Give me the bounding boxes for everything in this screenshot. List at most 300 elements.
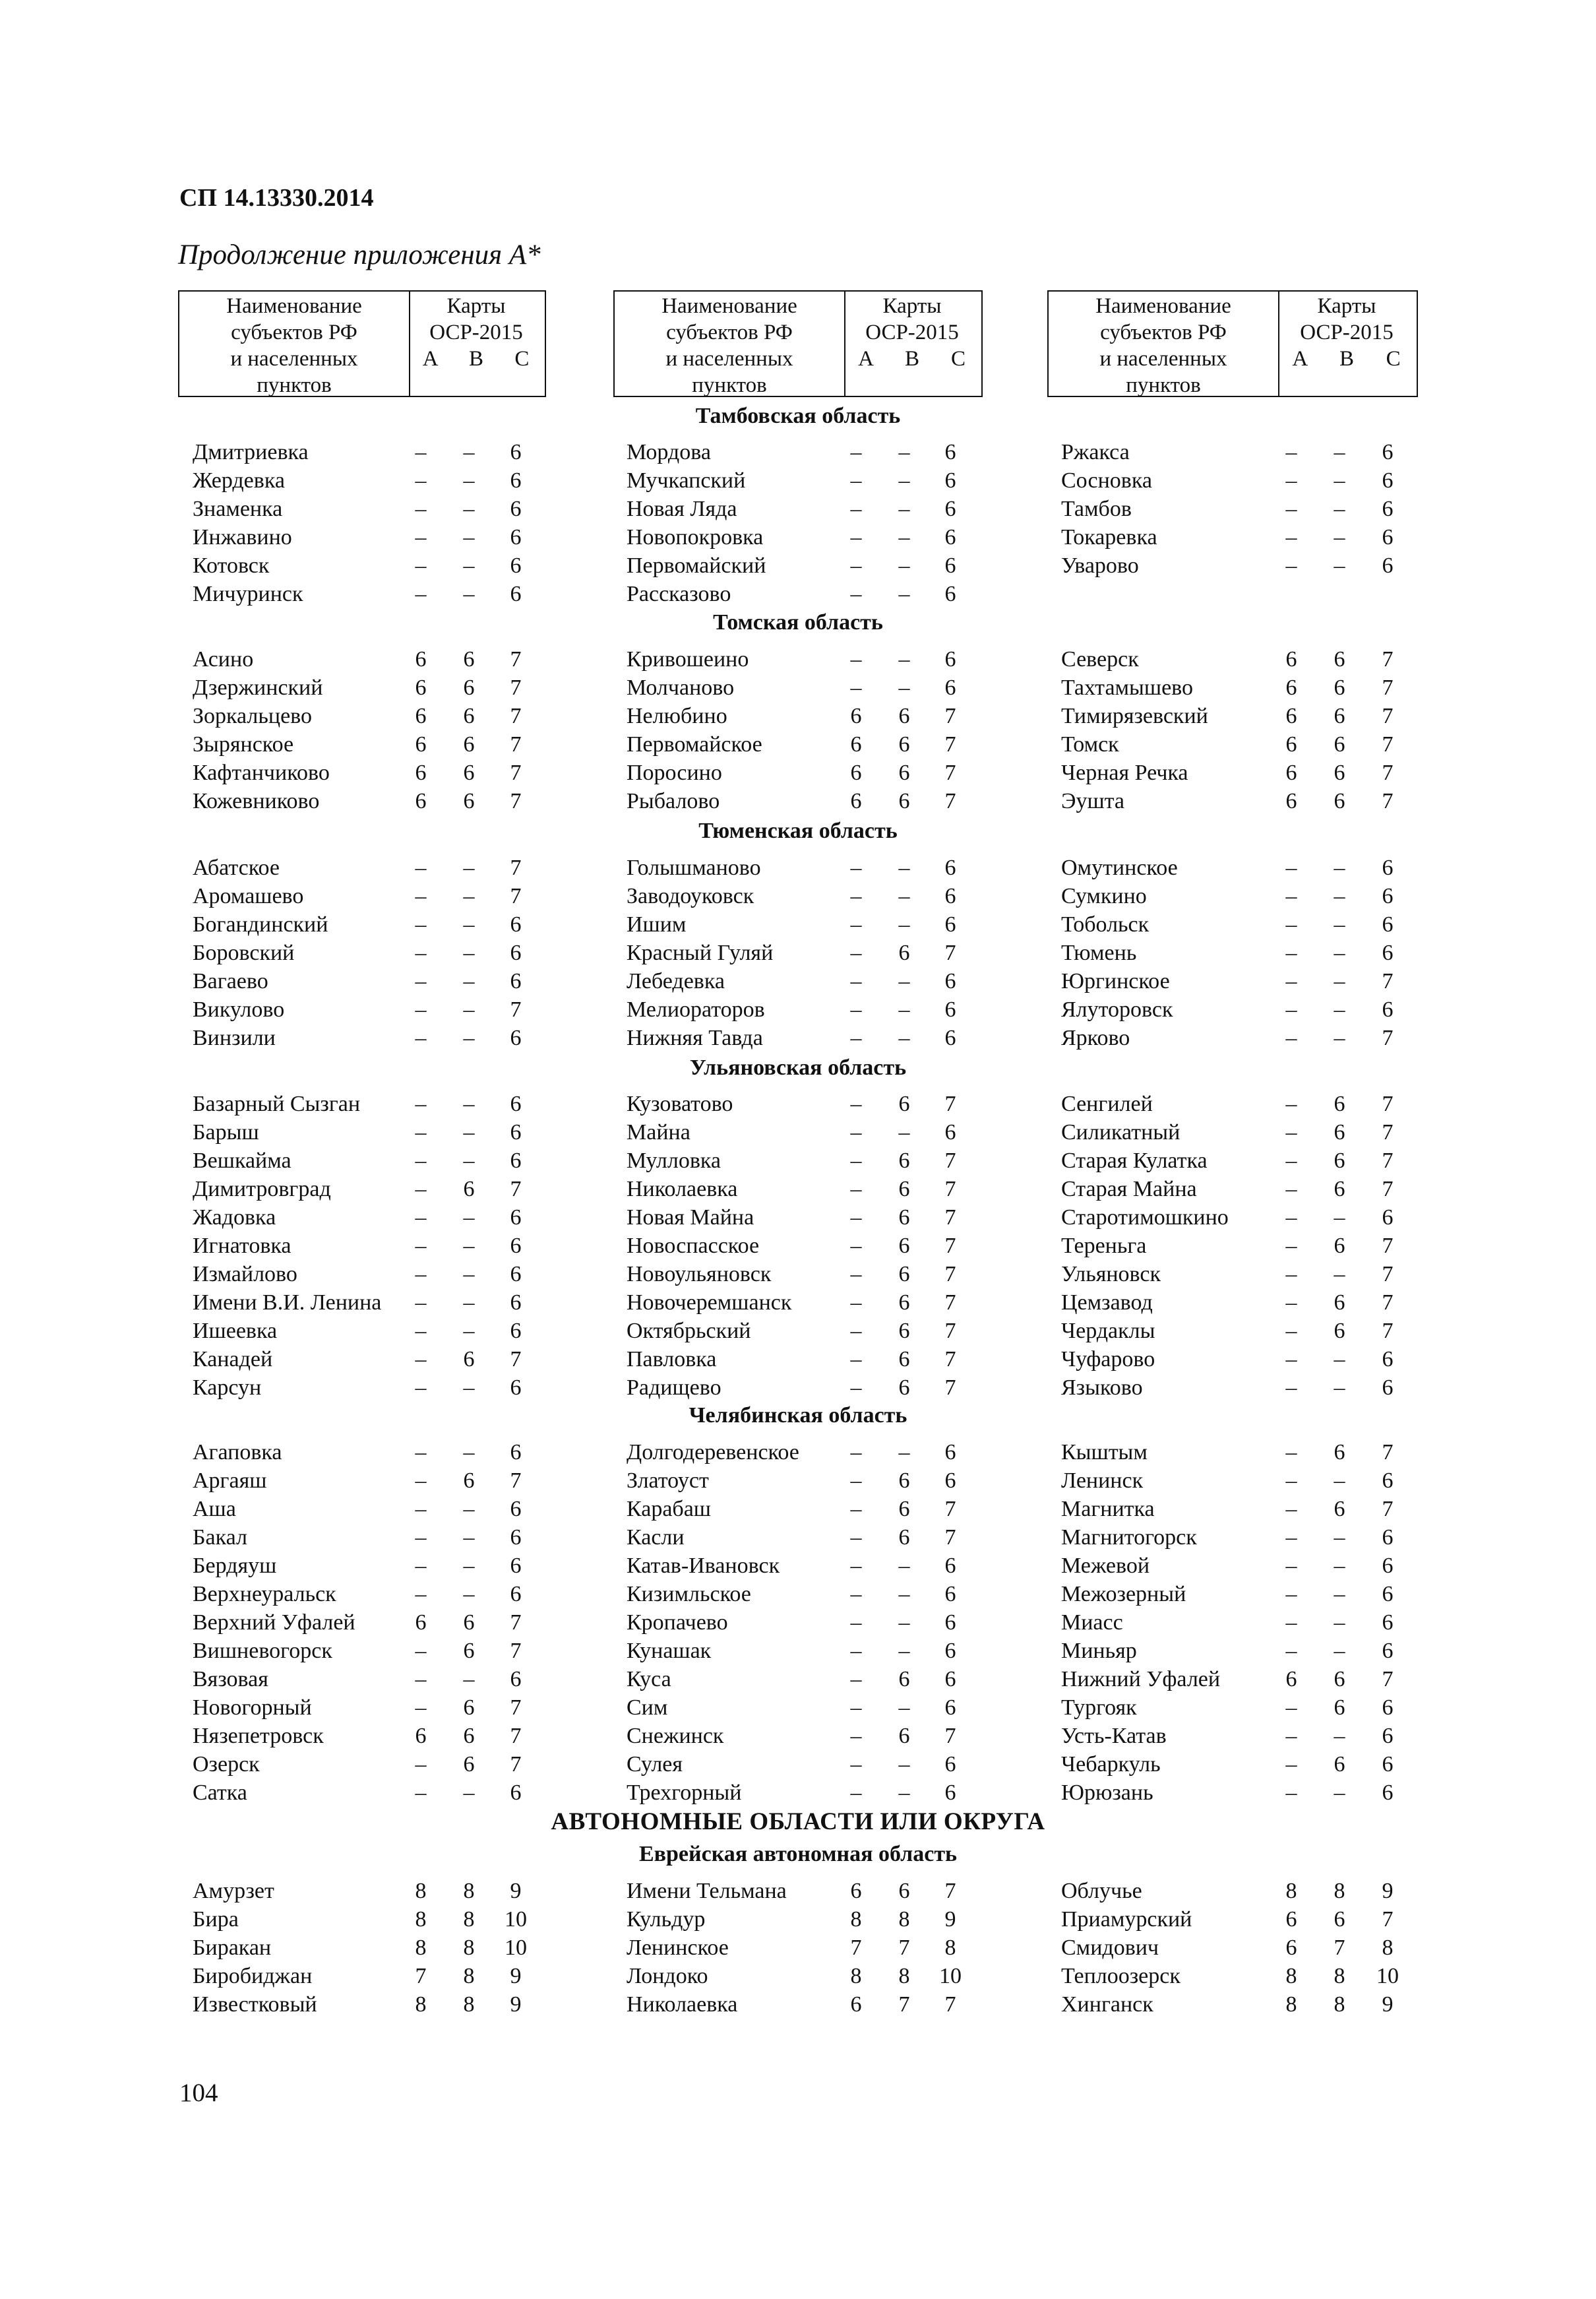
map-b-value: – [898,969,910,993]
map-c-value: 6 [510,1497,522,1521]
settlement-name: Вязовая [193,1667,268,1691]
map-a-value: – [415,1468,427,1493]
map-a-value: – [850,1120,862,1145]
settlement-name: Канадей [193,1347,273,1371]
map-a-value: – [415,1440,427,1464]
map-c-value: 7 [944,1262,956,1286]
settlement-name: Вешкайма [193,1149,292,1173]
map-c-value: 6 [510,497,522,521]
map-b-value: – [898,468,910,493]
region-title: Челябинская область [689,1403,907,1428]
map-c-value: 7 [1382,1907,1394,1932]
settlement-name: Языково [1061,1375,1143,1400]
map-c-value: 7 [1382,1234,1394,1258]
map-c-value: 7 [1382,1120,1394,1145]
map-b-value: 6 [898,1319,910,1343]
header-name-line: пунктов [692,373,767,397]
map-c-value: 7 [1382,1440,1394,1464]
settlement-name: Асино [193,647,254,672]
map-c-value: 7 [944,1992,956,2017]
map-c-value: 7 [1382,1026,1394,1050]
map-a-value: – [1285,1262,1297,1286]
settlement-name: Уварово [1061,553,1139,578]
map-b-value: 6 [1334,676,1345,700]
map-c-value: 10 [505,1907,527,1932]
map-a-value: – [415,497,427,521]
settlement-name: Жердевка [193,468,285,493]
map-c-value: 7 [510,732,522,757]
settlement-name: Межевой [1061,1554,1150,1578]
map-a-value: – [415,1582,427,1606]
map-a-value: – [850,676,862,700]
map-b-value: 6 [898,789,910,813]
map-a-value: – [415,440,427,464]
map-b-value: 8 [1334,1964,1345,1988]
map-a-value: – [1285,1026,1297,1050]
map-c-value: 7 [510,1724,522,1748]
map-b-value: 6 [898,1879,910,1903]
appendix-subtitle: Продолжение приложения А* [178,239,541,270]
map-c-value: 7 [510,704,522,728]
map-c-value: 6 [944,1026,956,1050]
map-b-value: – [463,1525,475,1550]
header-map-letter: B [904,347,919,371]
map-c-value: 6 [1382,1639,1394,1663]
map-a-value: 8 [1285,1964,1297,1988]
map-a-value: 6 [1285,1936,1297,1960]
map-b-value: – [1334,1610,1345,1635]
settlement-name: Старая Майна [1061,1177,1197,1201]
map-c-value: 6 [1382,1525,1394,1550]
map-b-value: – [463,1234,475,1258]
map-c-value: 6 [1382,1468,1394,1493]
map-a-value: 6 [415,704,427,728]
map-a-value: 8 [1285,1879,1297,1903]
map-b-value: 6 [898,1497,910,1521]
map-c-value: 6 [510,1440,522,1464]
settlement-name: Зырянское [193,732,294,757]
map-c-value: 6 [510,1667,522,1691]
map-c-value: 7 [510,1177,522,1201]
settlement-name: Амурзет [193,1879,274,1903]
map-c-value: 7 [1382,1667,1394,1691]
map-a-value: 6 [415,789,427,813]
settlement-name: Мучкапский [627,468,746,493]
header-maps-cell [843,292,981,396]
map-a-value: 8 [415,1992,427,2017]
map-c-value: 6 [510,969,522,993]
map-a-value: 8 [850,1907,862,1932]
map-b-value: 6 [898,1262,910,1286]
map-a-value: 6 [415,732,427,757]
map-b-value: 6 [463,1724,475,1748]
map-a-value: 6 [850,732,862,757]
map-b-value: 7 [1334,1936,1345,1960]
settlement-name: Тамбов [1061,497,1132,521]
map-a-value: – [850,1262,862,1286]
map-b-value: – [463,468,475,493]
map-a-value: 6 [1285,732,1297,757]
map-c-value: 7 [944,1205,956,1230]
settlement-name: Ишим [627,912,687,937]
map-c-value: 7 [944,1525,956,1550]
map-a-value: – [850,1319,862,1343]
map-a-value: 7 [850,1936,862,1960]
map-c-value: 7 [1382,704,1394,728]
map-c-value: 7 [510,1639,522,1663]
map-c-value: 7 [510,676,522,700]
settlement-name: Бира [193,1907,239,1932]
map-b-value: 6 [1334,1290,1345,1315]
map-c-value: 6 [944,440,956,464]
map-a-value: – [1285,1639,1297,1663]
map-a-value: – [1285,1525,1297,1550]
map-a-value: – [850,468,862,493]
map-c-value: 6 [1382,440,1394,464]
map-a-value: 6 [850,1992,862,2017]
settlement-name: Радищево [627,1375,721,1400]
map-c-value: 7 [1382,1290,1394,1315]
settlement-name: Дмитриевка [193,440,309,464]
map-a-value: 6 [1285,789,1297,813]
map-c-value: 9 [510,1879,522,1903]
map-a-value: – [415,1149,427,1173]
map-a-value: 8 [850,1964,862,1988]
map-a-value: – [1285,1554,1297,1578]
settlement-name: Долгодеревенское [627,1440,799,1464]
map-c-value: 7 [944,1879,956,1903]
map-a-value: – [1285,1724,1297,1748]
settlement-name: Биробиджан [193,1964,313,1988]
map-b-value: – [463,1319,475,1343]
map-c-value: 6 [510,1780,522,1805]
map-c-value: 7 [944,1724,956,1748]
settlement-name: Верхнеуральск [193,1582,336,1606]
map-b-value: 8 [898,1907,910,1932]
map-b-value: 6 [1334,789,1345,813]
map-b-value: – [898,676,910,700]
map-a-value: – [1285,1582,1297,1606]
map-a-value: – [850,440,862,464]
map-b-value: 6 [463,676,475,700]
settlement-name: Юрюзань [1061,1780,1153,1805]
settlement-name: Новогорный [193,1695,312,1720]
settlement-name: Бакал [193,1525,247,1550]
settlement-name: Ишеевка [193,1319,278,1343]
map-c-value: 7 [944,1319,956,1343]
map-a-value: 6 [850,704,862,728]
map-a-value: – [415,1752,427,1777]
settlement-name: Трехгорный [627,1780,742,1805]
settlement-name: Северск [1061,647,1139,672]
map-a-value: – [415,525,427,550]
map-b-value: 8 [463,1992,475,2017]
map-b-value: – [898,997,910,1022]
map-c-value: 6 [1382,497,1394,521]
map-a-value: 6 [415,1724,427,1748]
map-c-value: 7 [1382,1262,1394,1286]
map-b-value: 6 [1334,1234,1345,1258]
settlement-name: Токаревка [1061,525,1157,550]
map-c-value: 7 [944,1497,956,1521]
map-a-value: – [850,997,862,1022]
settlement-name: Ульяновск [1061,1262,1161,1286]
header-map-letter: A [1292,347,1308,371]
map-a-value: 8 [1285,1992,1297,2017]
settlement-name: Боровский [193,941,295,965]
map-c-value: 6 [510,1375,522,1400]
map-c-value: 6 [1382,941,1394,965]
map-c-value: 6 [944,1468,956,1493]
map-a-value: 8 [415,1936,427,1960]
map-a-value: 6 [1285,676,1297,700]
map-a-value: 6 [1285,704,1297,728]
settlement-name: Кунашак [627,1639,712,1663]
map-b-value: – [463,440,475,464]
map-b-value: – [898,1695,910,1720]
settlement-name: Рассказово [627,582,731,606]
settlement-name: Тобольск [1061,912,1150,937]
settlement-name: Новоспасское [627,1234,760,1258]
map-c-value: 7 [1382,1092,1394,1116]
column-header-1 [178,290,546,397]
settlement-name: Кропачево [627,1610,728,1635]
map-c-value: 6 [510,1092,522,1116]
header-map-letter: A [422,347,439,371]
settlement-name: Зоркальцево [193,704,313,728]
header-name-line: Наименование [661,294,797,318]
settlement-name: Старая Кулатка [1061,1149,1208,1173]
settlement-name: Верхний Уфалей [193,1610,355,1635]
map-a-value: – [415,856,427,880]
map-b-value: – [898,1554,910,1578]
map-c-value: 7 [1382,1149,1394,1173]
header-name-line: субъектов РФ [666,321,793,344]
settlement-name: Нязепетровск [193,1724,324,1748]
map-a-value: – [1285,941,1297,965]
region-title: Томская область [713,610,883,635]
map-a-value: – [850,1205,862,1230]
header-name-line: субъектов РФ [1100,321,1227,344]
settlement-name: Ярково [1061,1026,1130,1050]
map-a-value: – [1285,1290,1297,1315]
map-c-value: 9 [510,1992,522,2017]
map-c-value: 6 [510,1525,522,1550]
header-name-line: Наименование [226,294,362,318]
settlement-name: Ржакса [1061,440,1130,464]
settlement-name: Хинганск [1061,1992,1153,2017]
map-c-value: 7 [510,1347,522,1371]
map-b-value: – [898,1026,910,1050]
map-a-value: – [415,912,427,937]
settlement-name: Игнатовка [193,1234,292,1258]
map-b-value: – [1334,525,1345,550]
settlement-name: Имени Тельмана [627,1879,787,1903]
map-a-value: – [415,1262,427,1286]
map-c-value: 6 [1382,1582,1394,1606]
map-c-value: 6 [510,1319,522,1343]
map-a-value: 6 [1285,761,1297,785]
map-b-value: 7 [898,1936,910,1960]
map-a-value: – [1285,468,1297,493]
header-maps-line: ОСР-2015 [1300,321,1394,344]
map-b-value: 6 [898,1149,910,1173]
map-b-value: – [1334,1026,1345,1050]
map-c-value: 7 [944,1092,956,1116]
map-c-value: 7 [944,761,956,785]
map-b-value: – [1334,1780,1345,1805]
map-b-value: – [898,582,910,606]
map-c-value: 6 [510,1234,522,1258]
map-b-value: – [1334,1525,1345,1550]
map-c-value: 6 [944,856,956,880]
settlement-name: Бердяуш [193,1554,277,1578]
map-c-value: 9 [510,1964,522,1988]
settlement-name: Вагаево [193,969,268,993]
column-header-2 [613,290,983,397]
settlement-name: Новоульяновск [627,1262,772,1286]
map-b-value: – [1334,468,1345,493]
map-b-value: 6 [1334,1149,1345,1173]
map-b-value: – [463,1262,475,1286]
header-name-line: пунктов [257,373,332,397]
map-c-value: 7 [1382,647,1394,672]
map-b-value: 6 [898,1375,910,1400]
map-b-value: – [1334,1205,1345,1230]
map-c-value: 7 [510,1695,522,1720]
map-a-value: – [850,1724,862,1748]
header-name-line: и населенных [665,347,793,371]
map-a-value: – [850,1752,862,1777]
map-c-value: 6 [510,468,522,493]
map-b-value: 6 [1334,1120,1345,1145]
settlement-name: Межозерный [1061,1582,1186,1606]
map-c-value: 6 [510,440,522,464]
header-maps-line: Карты [882,294,942,318]
map-c-value: 6 [944,997,956,1022]
map-a-value: – [415,969,427,993]
map-a-value: – [850,884,862,908]
settlement-name: Касли [627,1525,685,1550]
map-a-value: – [1285,1610,1297,1635]
map-a-value: – [850,525,862,550]
map-a-value: 6 [415,676,427,700]
map-b-value: – [1334,941,1345,965]
map-b-value: 6 [898,1724,910,1748]
map-c-value: 6 [1382,1554,1394,1578]
settlement-name: Новочеремшанск [627,1290,792,1315]
map-a-value: – [415,1319,427,1343]
map-a-value: – [1285,1695,1297,1720]
settlement-name: Измайлово [193,1262,297,1286]
map-c-value: 6 [510,1262,522,1286]
settlement-name: Кыштым [1061,1440,1148,1464]
map-a-value: – [415,1375,427,1400]
map-c-value: 7 [510,884,522,908]
map-b-value: – [463,1375,475,1400]
map-b-value: 6 [1334,1695,1345,1720]
map-a-value: – [1285,1205,1297,1230]
map-a-value: – [850,1695,862,1720]
settlement-name: Николаевка [627,1177,738,1201]
settlement-name: Первомайский [627,553,766,578]
map-c-value: 7 [944,1149,956,1173]
map-b-value: 6 [463,1177,475,1201]
map-a-value: – [850,497,862,521]
map-a-value: – [850,553,862,578]
settlement-name: Винзили [193,1026,276,1050]
settlement-name: Аша [193,1497,236,1521]
map-b-value: – [463,912,475,937]
map-b-value: 8 [1334,1879,1345,1903]
map-c-value: 6 [944,1554,956,1578]
settlement-name: Кафтанчиково [193,761,330,785]
map-c-value: 6 [1382,912,1394,937]
map-b-value: 6 [898,1347,910,1371]
map-c-value: 6 [510,1290,522,1315]
map-b-value: 6 [1334,1667,1345,1691]
map-b-value: 6 [1334,1497,1345,1521]
settlement-name: Голышманово [627,856,761,880]
map-b-value: – [898,497,910,521]
map-a-value: 8 [415,1879,427,1903]
map-c-value: 6 [944,497,956,521]
map-c-value: 6 [944,969,956,993]
map-a-value: – [415,1120,427,1145]
map-b-value: 6 [1334,732,1345,757]
map-b-value: – [463,582,475,606]
map-c-value: 6 [510,1554,522,1578]
region-title: Ульяновская область [689,1055,907,1080]
map-a-value: – [1285,884,1297,908]
map-a-value: – [415,997,427,1022]
map-c-value: 6 [1382,1610,1394,1635]
map-b-value: – [463,1092,475,1116]
map-c-value: 7 [944,704,956,728]
settlement-name: Теплоозерск [1061,1964,1181,1988]
settlement-name: Черная Речка [1061,761,1188,785]
map-c-value: 7 [944,1375,956,1400]
settlement-name: Куса [627,1667,671,1691]
settlement-name: Биракан [193,1936,272,1960]
map-a-value: 6 [1285,1907,1297,1932]
map-a-value: – [415,1525,427,1550]
map-c-value: 7 [944,732,956,757]
map-c-value: 6 [944,884,956,908]
map-c-value: 6 [510,553,522,578]
map-b-value: – [898,525,910,550]
map-a-value: – [415,1667,427,1691]
map-c-value: 6 [510,1120,522,1145]
settlement-name: Ялуторовск [1061,997,1173,1022]
map-c-value: 7 [510,1752,522,1777]
map-c-value: 6 [944,676,956,700]
map-c-value: 7 [944,1347,956,1371]
map-c-value: 6 [510,582,522,606]
map-c-value: 6 [1382,553,1394,578]
settlement-name: Томск [1061,732,1119,757]
map-b-value: 6 [1334,1177,1345,1201]
group-title: АВТОНОМНЫЕ ОБЛАСТИ ИЛИ ОКРУГА [551,1808,1045,1835]
map-c-value: 6 [944,468,956,493]
map-c-value: 7 [510,761,522,785]
map-a-value: – [850,1149,862,1173]
map-b-value: 6 [463,732,475,757]
map-a-value: – [1285,969,1297,993]
settlement-name: Мичуринск [193,582,303,606]
map-b-value: – [463,1149,475,1173]
map-b-value: – [898,856,910,880]
